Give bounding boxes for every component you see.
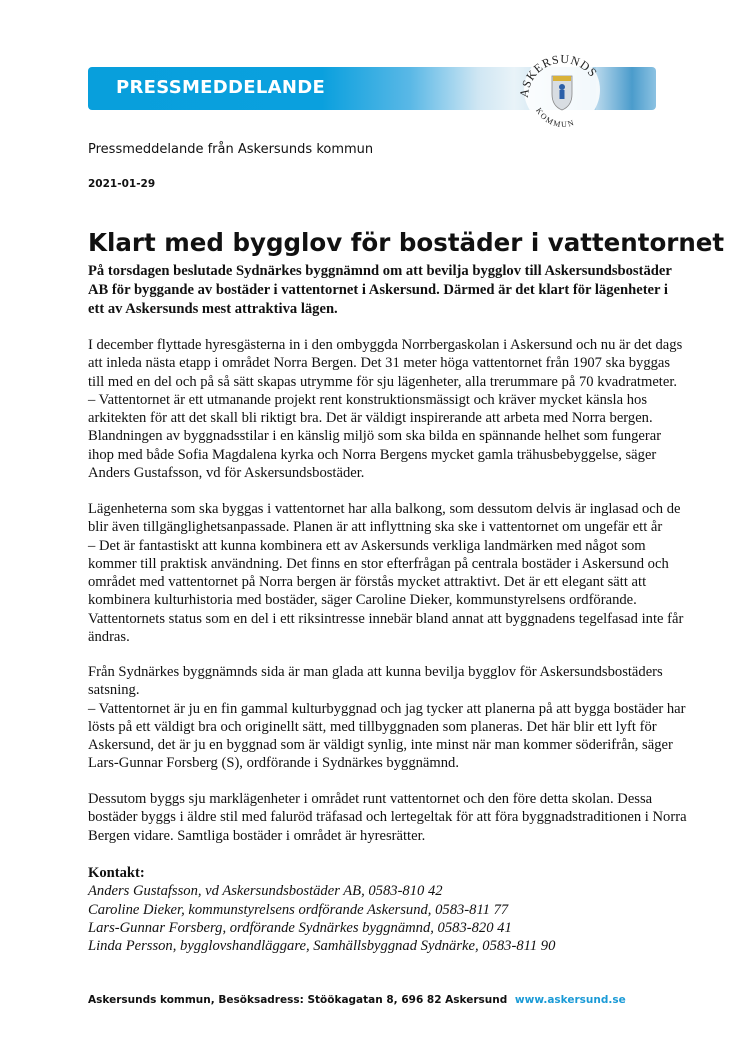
page-title: Klart med bygglov för bostäder i vattentornet: [88, 228, 725, 257]
text-line: arkitekten för att det skall bli riktigt bra. Det är väldigt inspirerande att arbeta med Norra bergen.: [88, 410, 653, 427]
banner-title: PRESSMEDDELANDE: [116, 77, 326, 98]
text-line: satsning.: [88, 682, 140, 699]
body-paragraph: [88, 336, 682, 482]
text-line: Askersund, det är ju en byggnad som är väldigt synlig, inte minst när man kommer söderifrån, säger: [88, 737, 673, 754]
text-line: Anders Gustafsson, vd Askersundsbostäder AB, 0583-810 42: [88, 883, 443, 900]
text-line: – Vattentornet är ju en fin gammal kulturbyggnad och jag tycker att planerna på att bygga bostäder har: [88, 700, 686, 717]
text-line: ihop med både Sofia Magdalena kyrka och Norra Bergens mycket gamla trähusbebyggelse, säger: [88, 446, 657, 463]
text-line: Linda Persson, bygglovshandläggare, Samhällsbyggnad Sydnärke, 0583-811 90: [88, 938, 556, 955]
text-line: Vattentornets status som en del i ett riksintresse innebär bland annat att byggnadens tegelfasad inte får: [88, 610, 684, 627]
body-paragraph: [88, 790, 687, 845]
svg-text:ASKERSUNDS: ASKERSUNDS: [516, 51, 601, 99]
body-paragraph: [88, 500, 683, 646]
website-link[interactable]: www.askersund.se: [514, 994, 626, 1006]
text-line: – Det är fantastiskt att kunna kombinera ett av Askersunds verkliga landmärken med något som: [88, 537, 646, 554]
subtitle: Pressmeddelande från Askersunds kommun: [88, 142, 374, 157]
text-line: lösts på ett väldigt bra och originellt sätt, med tillbyggnaden som planeras. Det här blir ett lyft för: [88, 718, 657, 735]
text-line: området med vattentornet på Norra bergen är förstås mycket attraktivt. Det är ett elegant sätt att: [88, 574, 647, 591]
text-line: att inleda nästa etapp i området Norra Bergen. Det 31 meter höga vattentornet från 1907 ska byggas: [88, 355, 671, 372]
text-line: Dessutom byggs sju marklägenheter i området runt vattentornet och den före detta skolan. Dessa: [88, 791, 653, 807]
date: 2021-01-29: [88, 178, 156, 190]
text-line: Blandningen av byggnadsstilar i en känslig miljö som ska bilda en spännande helhet som fungerar: [88, 428, 662, 445]
text-line: Lars-Gunnar Forsberg (S), ordförande i Sydnärkes byggnämnd.: [88, 755, 459, 772]
text-line: Bergen vidare. Samtliga bostäder i området är hyresrätter.: [88, 827, 426, 844]
svg-text:KOMMUN: KOMMUN: [534, 106, 577, 130]
body-paragraph: [88, 663, 685, 773]
text-line: till med en del och på så sätt skapas utrymme för sju lägenheter, alla trerummare på 70 kvadratmeter.: [88, 373, 678, 390]
text-line: ett av Askersunds mest attraktiva lägen.: [88, 301, 338, 317]
text-line: bostäder byggs i äldre stil med faluröd träfasad och lertegeltak för att föra byggnadstraditionen i Norra: [88, 809, 687, 826]
text-line: Caroline Dieker, kommunstyrelsens ordförande Askersund, 0583-811 77: [88, 901, 509, 918]
contact-list: [88, 882, 555, 955]
text-line: blir även tillgänglighetsanpassade. Planen är att inflyttning ska ske i vattentornet om ungefär ett år: [88, 519, 663, 536]
text-line: Anders Gustafsson, vd för Askersundsbostäder.: [88, 465, 365, 482]
contact-section: [88, 864, 555, 955]
text-line: I december flyttade hyresgästerna in i den ombyggda Norrbergaskolan i Askersund och nu är det dags: [88, 337, 683, 353]
text-line: ändras.: [88, 629, 130, 646]
footer-address: Askersunds kommun, Besöksadress: Stöökagatan 8, 696 82 Askersund: [88, 994, 508, 1006]
text-line: – Vattentornet är ett utmanande projekt rent konstruktionsmässigt och kräver mycket känsla hos: [88, 391, 648, 408]
askersund-kommun-logo: [510, 50, 614, 130]
footer: [88, 994, 626, 1006]
text-line: AB för byggande av bostäder i vattentornet i Askersund. Därmed är det klart för lägenheter i: [88, 282, 668, 298]
text-line: Lars-Gunnar Forsberg, ordförande Sydnärkes byggnämnd, 0583-820 41: [88, 919, 512, 936]
text-line: kommer till praktisk användning. Det finns en stor efterfrågan på centrala bostäder i Askersund och: [88, 555, 669, 572]
text-line: kombinera kulturhistoria med bostäder, säger Caroline Dieker, kommunstyrelsens ordförande.: [88, 592, 637, 609]
text-line: På torsdagen beslutade Sydnärkes byggnämnd om att bevilja bygglov till Askersundsbostäder: [88, 263, 672, 279]
contact-heading: Kontakt:: [88, 865, 145, 881]
lead-paragraph: [88, 262, 672, 319]
text-line: Från Sydnärkes byggnämnds sida är man glada att kunna bevilja bygglov för Askersundsbostäders: [88, 664, 663, 680]
text-line: Lägenheterna som ska byggas i vattentornet har alla balkong, som dessutom delvis är inglasad och de: [88, 501, 681, 517]
